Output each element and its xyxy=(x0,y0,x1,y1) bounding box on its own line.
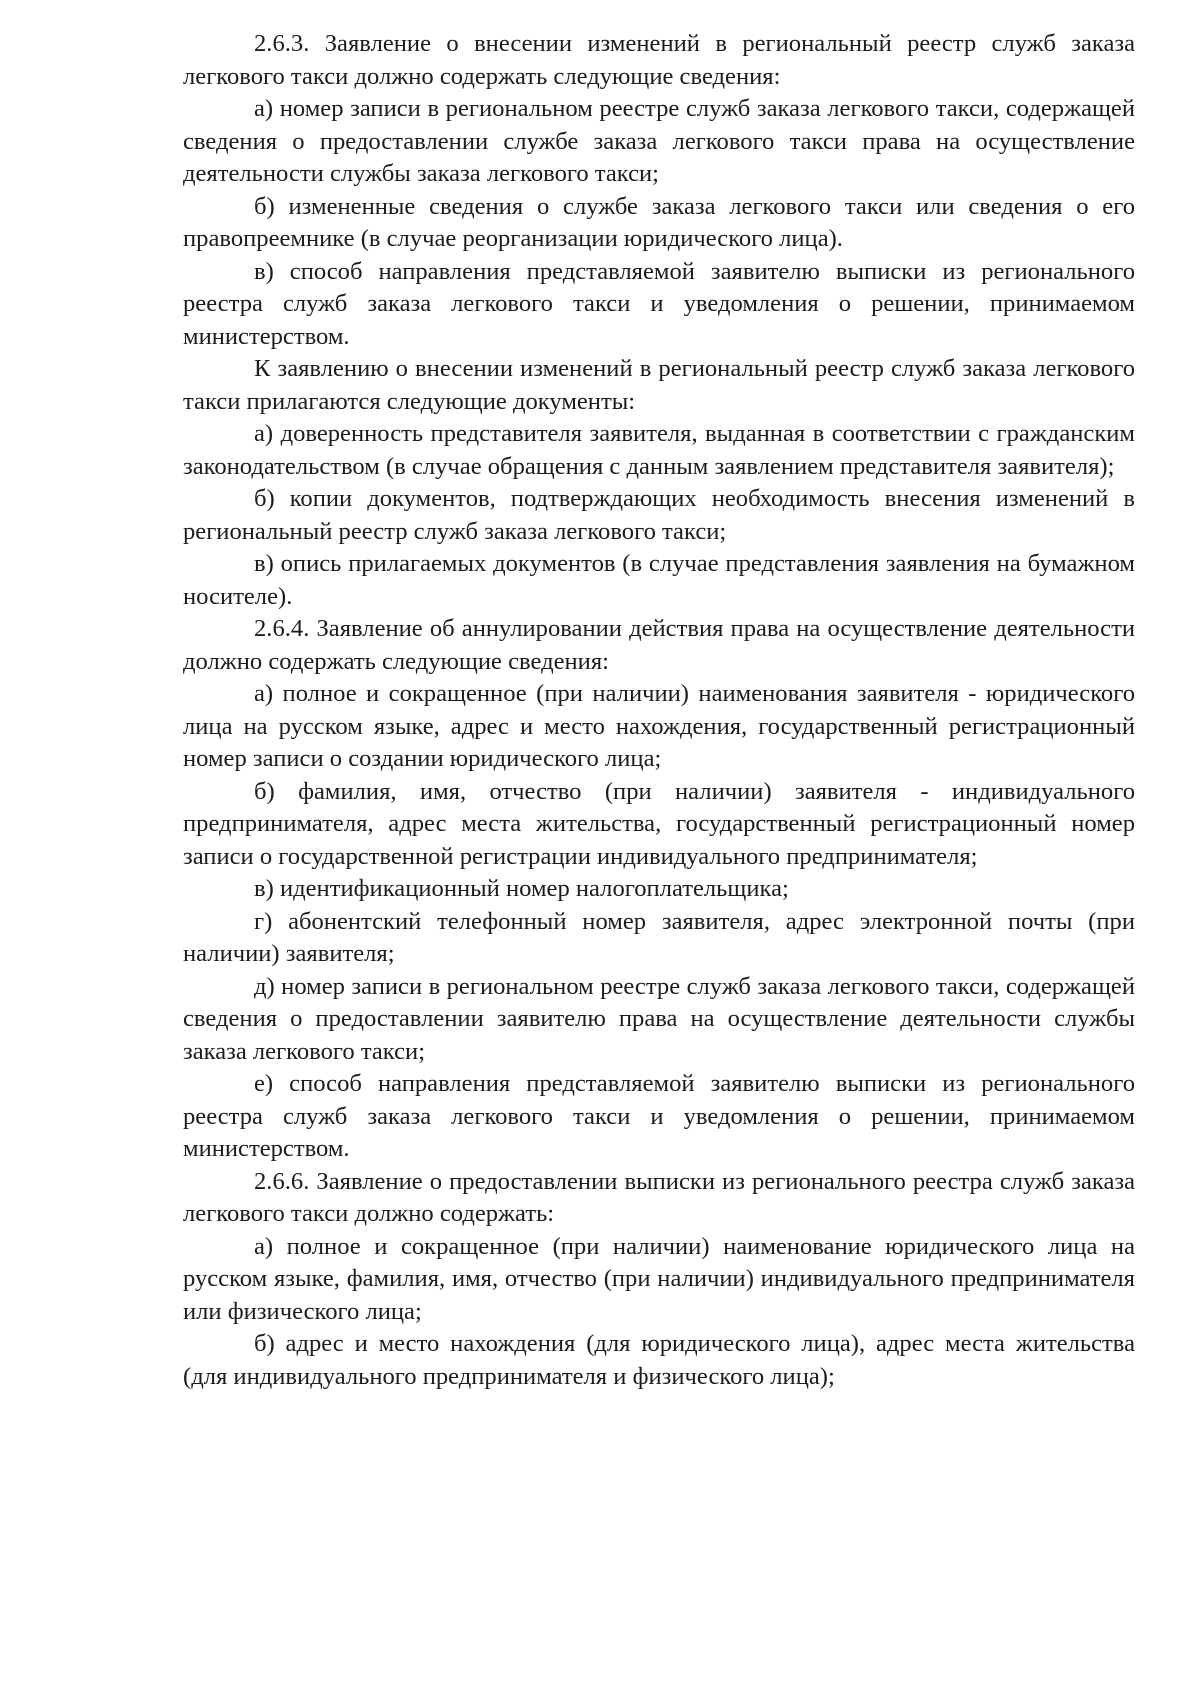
paragraph-item: д) номер записи в региональном реестре служб заказа легкового такси, содержащей сведения о предоставлении заявителю права на осуществление деятельности службы заказа легкового такси; xyxy=(183,972,1135,1065)
paragraph-item: в) опись прилагаемых документов (в случае представления заявления на бумажном носителе). xyxy=(183,550,1135,610)
paragraph-item: б) адрес и место нахождения (для юридического лица), адрес места жительства (для индивидуального предпринимателя и физического лица); xyxy=(183,1330,1135,1390)
paragraph-item: а) номер записи в региональном реестре служб заказа легкового такси, содержащей сведения о предоставлении службе заказа легкового такси права на осуществление деятельности службы заказа легкового такси; xyxy=(183,95,1135,187)
paragraph-2-6-3-heading: 2.6.3. Заявление о внесении изменений в региональный реестр служб заказа легкового такси должно содержать следующие сведения: xyxy=(183,30,1135,90)
document-body xyxy=(183,28,1135,1393)
paragraph-item: в) идентификационный номер налогоплательщика; xyxy=(254,875,789,902)
paragraph-2-6-6-heading: 2.6.6. Заявление о предоставлении выписки из регионального реестра служб заказа легкового такси должно содержать: xyxy=(183,1167,1135,1227)
paragraph-item: а) доверенность представителя заявителя, выданная в соответствии с гражданским законодательством (в случае обращения с данным заявлением представителя заявителя); xyxy=(183,420,1135,480)
paragraph-item: г) абонентский телефонный номер заявителя, адрес электронной почты (при наличии) заявителя; xyxy=(183,907,1135,967)
paragraph-item: б) копии документов, подтверждающих необходимость внесения изменений в региональный реестр служб заказа легкового такси; xyxy=(183,485,1135,545)
paragraph-item: в) способ направления представляемой заявителю выписки из регионального реестра служб заказа легкового такси и уведомления о решении, принимаемом министерством. xyxy=(183,257,1135,350)
paragraph-item: а) полное и сокращенное (при наличии) наименования заявителя - юридического лица на русском языке, адрес и место нахождения, государственный регистрационный номер записи о создании юридического лица; xyxy=(183,680,1135,772)
paragraph-item: б) фамилия, имя, отчество (при наличии) заявителя - индивидуального предпринимателя, адрес места жительства, государственный регистрационный номер записи о государственной регистрации индивидуального предпринимателя; xyxy=(183,777,1135,870)
paragraph-item: б) измененные сведения о службе заказа легкового такси или сведения о его правопреемнике (в случае реорганизации юридического лица). xyxy=(183,192,1135,252)
paragraph-item: е) способ направления представляемой заявителю выписки из регионального реестра служб заказа легкового такси и уведомления о решении, принимаемом министерством. xyxy=(183,1070,1135,1162)
paragraph-documents-intro: К заявлению о внесении изменений в региональный реестр служб заказа легкового такси прилагаются следующие документы: xyxy=(183,355,1135,415)
paragraph-2-6-4-heading: 2.6.4. Заявление об аннулировании действия права на осуществление деятельности должно содержать следующие сведения: xyxy=(183,615,1135,675)
paragraph-item: а) полное и сокращенное (при наличии) наименование юридического лица на русском языке, фамилия, имя, отчество (при наличии) индивидуального предпринимателя или физического лица; xyxy=(183,1232,1135,1325)
